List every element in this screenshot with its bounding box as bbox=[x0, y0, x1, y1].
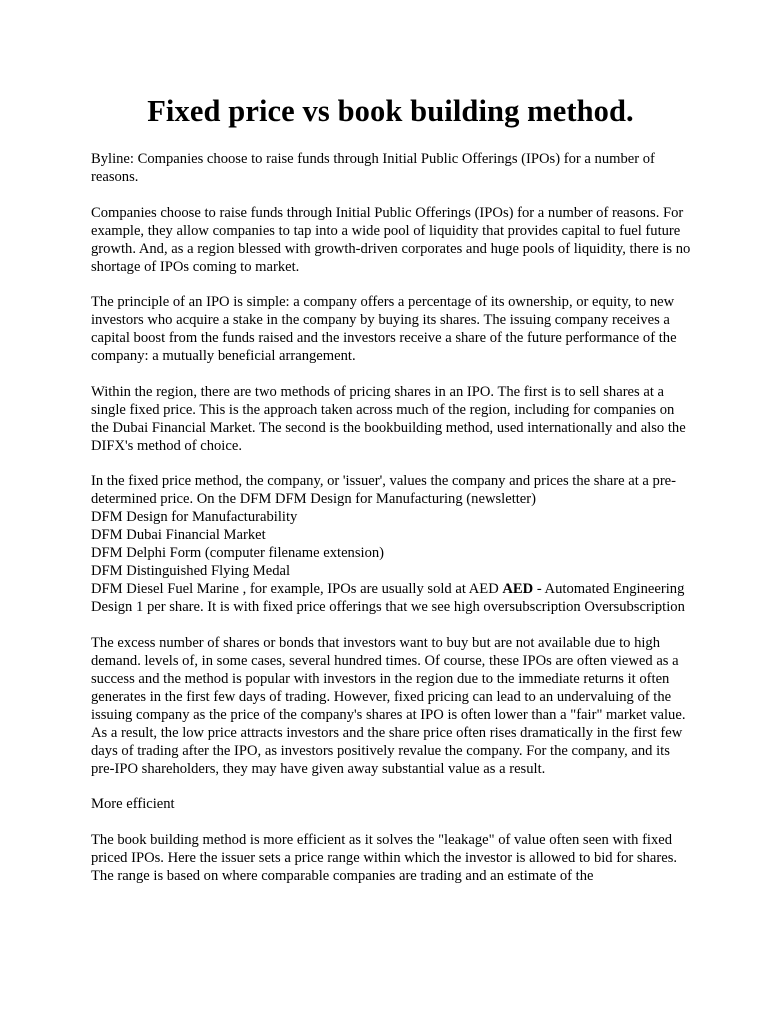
paragraph-oversubscription: The excess number of shares or bonds that investors want to buy but are not available due to high demand. levels of, in some cases, several hundred times. Of course, these IPOs are often viewed as a success and the method is popular with investors in the region due to the immediate returns it often generates in the first few days of trading. However, fixed pricing can lead to an undervaluing of the issuing company as the price of the company's shares at IPO is often lower than a "fair" market value. As a result, the low price attracts investors and the share price often rises dramatically in the first few days of trading after the IPO, as investors positively revalue the company. For the company, and its pre-IPO shareholders, they may have given away substantial value as a result. bbox=[91, 634, 686, 777]
dfm-line: DFM Delphi Form (computer filename extension) bbox=[91, 545, 385, 561]
subheading-more-efficient: More efficient bbox=[91, 796, 175, 812]
paragraph-ipo-principle: The principle of an IPO is simple: a company offers a percentage of its ownership, or equity, to new investors who acquire a stake in the company by buying its shares. The issuing company receives a capital boost from the funds raised and the investors receive a share of the future performance of the company: a mutually beneficial arrangement. bbox=[91, 294, 677, 364]
document-title: Fixed price vs book building method. bbox=[147, 94, 634, 128]
fixed-price-intro: In the fixed price method, the company, or 'issuer', values the company and prices the share at a pre-determined price. On the DFM DFM Design for Manufacturing (newsletter) bbox=[91, 473, 677, 507]
paragraph-pricing-methods: Within the region, there are two methods of pricing shares in an IPO. The first is to sell shares at a single fixed price. This is the approach taken across much of the region, including for companies on the Dubai Financial Market. The second is the bookbuilding method, used internationally and also the DIFX's method of choice. bbox=[91, 383, 686, 454]
paragraph-intro: Companies choose to raise funds through Initial Public Offerings (IPOs) for a number of reasons. For example, they allow companies to tap into a wide pool of liquidity that provides capital to fuel future growth. And, as a region blessed with growth-driven corporates and huge pools of liquidity, there is no shortage of IPOs coming to market. bbox=[91, 204, 691, 275]
dfm-line: DFM Dubai Financial Market bbox=[91, 527, 266, 543]
paragraph-fixed-price bbox=[91, 472, 691, 616]
fixed-price-tail bbox=[91, 580, 691, 616]
tail-before: DFM Diesel Fuel Marine , for example, IPOs are usually sold at AED bbox=[91, 581, 503, 597]
dfm-line: DFM Distinguished Flying Medal bbox=[91, 563, 291, 579]
aed-bold: AED bbox=[502, 581, 534, 597]
byline: Byline: Companies choose to raise funds through Initial Public Offerings (IPOs) for a number of reasons. bbox=[91, 151, 655, 185]
document-page bbox=[91, 93, 691, 902]
dfm-line: DFM Design for Manufacturability bbox=[91, 509, 298, 525]
paragraph-book-building: The book building method is more efficient as it solves the "leakage" of value often seen with fixed priced IPOs. Here the issuer sets a price range within which the investor is allowed to bid for shares. The range is based on where comparable companies are trading and an estimate of the bbox=[91, 831, 678, 884]
tail-after: - Automated Engineering Design 1 per share. It is with fixed price offerings that we see high oversubscription Oversubscription bbox=[91, 581, 685, 615]
